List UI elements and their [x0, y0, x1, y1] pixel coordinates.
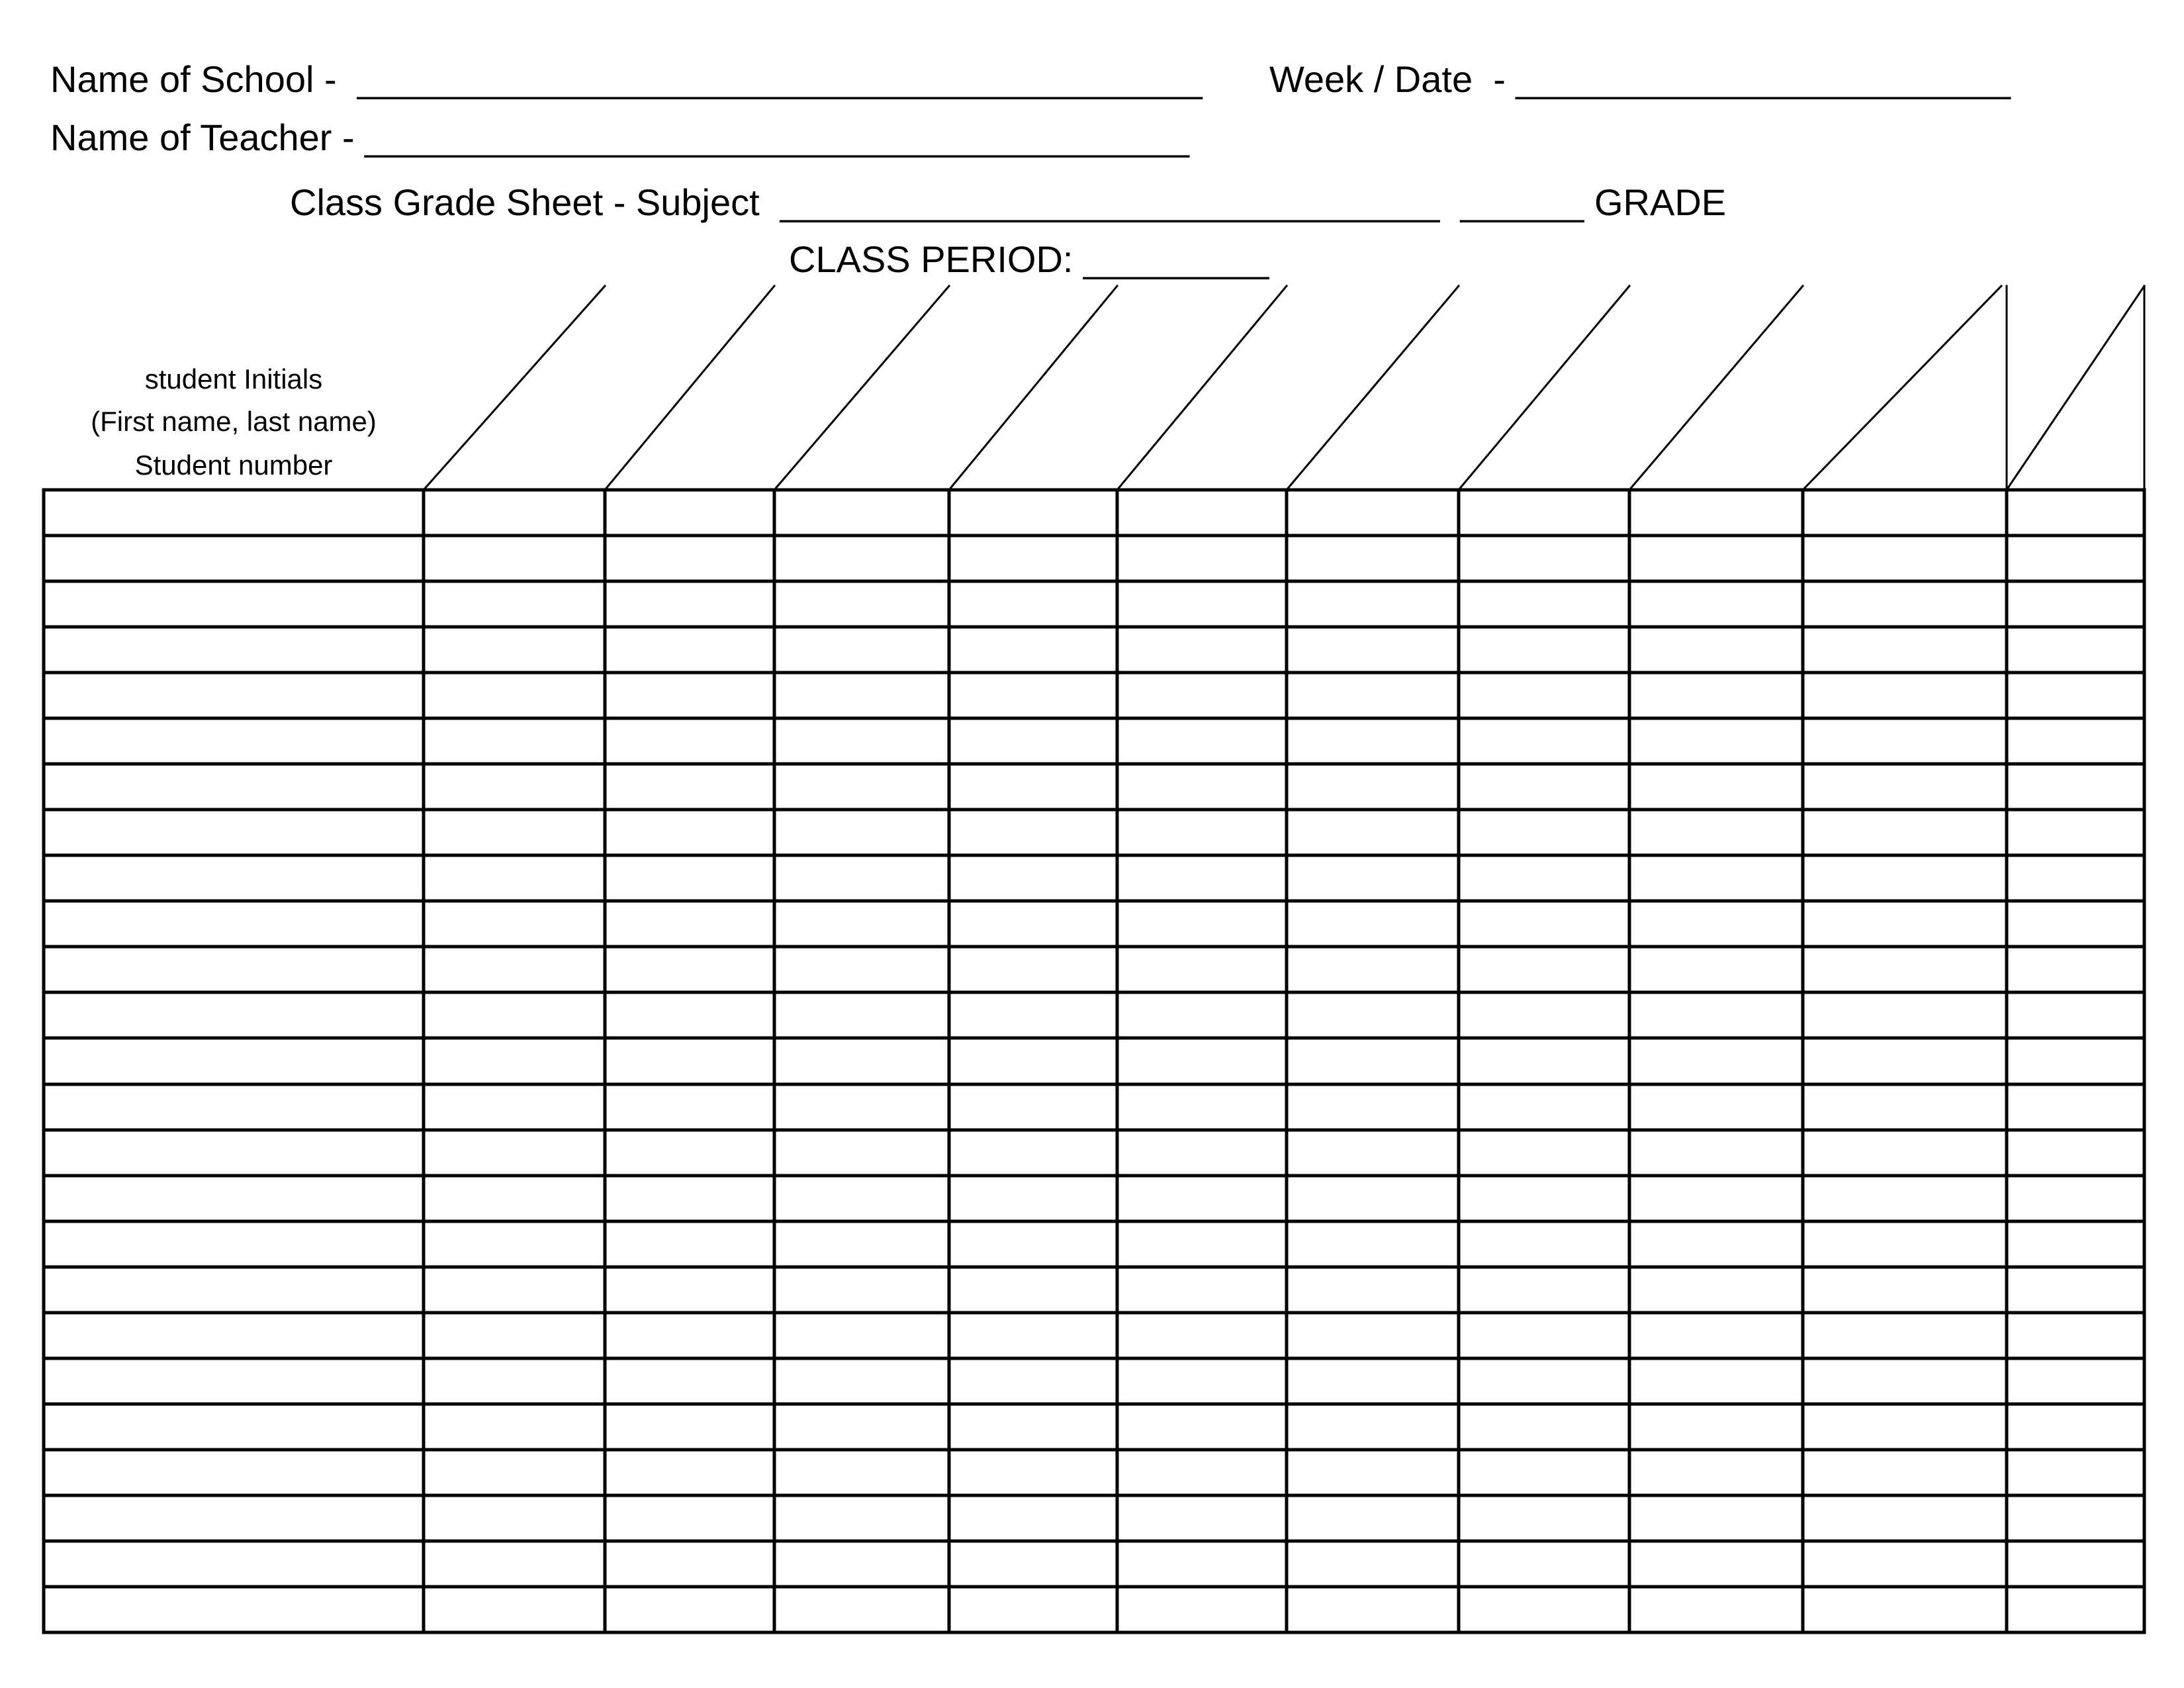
grade-cell[interactable] [1631, 1040, 1801, 1082]
student-cell[interactable] [46, 538, 422, 579]
grade-cell[interactable] [607, 629, 772, 671]
grade-cell[interactable] [1289, 1589, 1457, 1630]
grade-cell[interactable] [1119, 1315, 1285, 1356]
student-cell[interactable] [46, 1132, 422, 1174]
grade-cell[interactable] [951, 1315, 1115, 1356]
student-cell[interactable] [46, 1223, 422, 1265]
grade-cell[interactable] [1289, 903, 1457, 945]
grade-cell[interactable] [1461, 1178, 1627, 1219]
grade-cell[interactable] [1805, 1360, 2005, 1402]
grade-cell[interactable] [2009, 1543, 2142, 1585]
grade-cell[interactable] [1289, 949, 1457, 990]
grade-cell[interactable] [426, 1497, 603, 1539]
grade-cell[interactable] [776, 1315, 947, 1356]
grade-cell[interactable] [1289, 492, 1457, 534]
grade-cell[interactable] [1805, 1269, 2005, 1311]
grade-cell[interactable] [776, 629, 947, 671]
teacher-name-field[interactable]: Name of Teacher - ________________________________________ [50, 117, 1189, 158]
grade-cell[interactable] [607, 1497, 772, 1539]
student-column-header-line: (First name, last name) [91, 406, 377, 437]
grade-cell[interactable] [951, 492, 1115, 534]
student-cell[interactable] [46, 629, 422, 671]
grade-cell[interactable] [951, 1360, 1115, 1402]
grade-cell[interactable] [2009, 720, 2142, 762]
grade-cell[interactable] [607, 812, 772, 853]
grade-cell[interactable] [1631, 1223, 1801, 1265]
grade-cell[interactable] [1805, 675, 2005, 716]
grade-cell[interactable] [2009, 1589, 2142, 1630]
grade-cell[interactable] [776, 1360, 947, 1402]
grade-cell[interactable] [776, 583, 947, 625]
grade-cell[interactable] [426, 949, 603, 990]
grade-cell[interactable] [1805, 1223, 2005, 1265]
grade-cell[interactable] [1805, 1497, 2005, 1539]
grade-cell[interactable] [1631, 538, 1801, 579]
grade-cell[interactable] [1631, 1589, 1801, 1630]
grade-cell[interactable] [1461, 857, 1627, 899]
grade-cell[interactable] [1631, 994, 1801, 1036]
grade-cell[interactable] [1631, 857, 1801, 899]
grade-cell[interactable] [426, 1132, 603, 1174]
student-cell[interactable] [46, 720, 422, 762]
student-cell[interactable] [46, 903, 422, 945]
grade-cell[interactable] [1289, 1086, 1457, 1128]
grade-cell[interactable] [1119, 1589, 1285, 1630]
student-cell[interactable] [46, 492, 422, 534]
grade-cell[interactable] [607, 1178, 772, 1219]
grade-cell[interactable] [1119, 1360, 1285, 1402]
grade-cell[interactable] [607, 766, 772, 808]
student-cell[interactable] [46, 1497, 422, 1539]
grade-cell[interactable] [1631, 1452, 1801, 1493]
grade-cell[interactable] [426, 1360, 603, 1402]
grade-cell[interactable] [1805, 583, 2005, 625]
grade-cell[interactable] [776, 857, 947, 899]
grade-cell[interactable] [1461, 492, 1627, 534]
grade-cell[interactable] [1119, 1086, 1285, 1128]
grade-cell[interactable] [1631, 675, 1801, 716]
grade-cell[interactable] [951, 903, 1115, 945]
grade-cell[interactable] [607, 1589, 772, 1630]
grade-cell[interactable] [1805, 1086, 2005, 1128]
grade-cell[interactable] [1631, 1406, 1801, 1448]
grade-cell[interactable] [426, 1589, 603, 1630]
student-cell[interactable] [46, 1178, 422, 1219]
grade-cell[interactable] [776, 1589, 947, 1630]
student-cell[interactable] [46, 1040, 422, 1082]
grade-cell[interactable] [1289, 1178, 1457, 1219]
grade-cell[interactable] [1119, 903, 1285, 945]
grade-cell[interactable] [1289, 1452, 1457, 1493]
grade-cell[interactable] [426, 583, 603, 625]
column-header-slant-line [1803, 286, 2001, 490]
grade-cell[interactable] [776, 1406, 947, 1448]
grade-cell[interactable] [607, 1223, 772, 1265]
column-header-slant-line [774, 286, 949, 490]
grade-cell[interactable] [1805, 720, 2005, 762]
grade-cell[interactable] [426, 1040, 603, 1082]
grade-cell[interactable] [426, 720, 603, 762]
grade-cell[interactable] [2009, 1360, 2142, 1402]
student-cell[interactable] [46, 812, 422, 853]
grade-cell[interactable] [607, 1086, 772, 1128]
student-cell[interactable] [46, 1589, 422, 1630]
grade-cell[interactable] [1119, 1452, 1285, 1493]
grade-cell[interactable] [1631, 1543, 1801, 1585]
grade-cell[interactable] [2009, 538, 2142, 579]
grade-cell[interactable] [951, 675, 1115, 716]
grade-cell[interactable] [776, 1497, 947, 1539]
grade-cell[interactable] [1289, 857, 1457, 899]
grade-cell[interactable] [1631, 583, 1801, 625]
grade-cell[interactable] [1461, 1132, 1627, 1174]
grade-cell[interactable] [607, 1360, 772, 1402]
grade-cell[interactable] [1631, 1497, 1801, 1539]
grade-cell[interactable] [426, 857, 603, 899]
column-header-slant-line [1117, 286, 1287, 490]
grade-cell[interactable] [1461, 1360, 1627, 1402]
grade-cell[interactable] [607, 903, 772, 945]
student-cell[interactable] [46, 675, 422, 716]
grade-cell[interactable] [426, 675, 603, 716]
grade-cell[interactable] [607, 1315, 772, 1356]
grade-cell[interactable] [776, 1543, 947, 1585]
student-cell[interactable] [46, 766, 422, 808]
grade-cell[interactable] [426, 766, 603, 808]
grade-cell[interactable] [1119, 1178, 1285, 1219]
grade-cell[interactable] [776, 812, 947, 853]
grade-cell[interactable] [776, 766, 947, 808]
grade-cell[interactable] [951, 1269, 1115, 1311]
grade-cell[interactable] [607, 994, 772, 1036]
grade-cell[interactable] [1805, 1543, 2005, 1585]
grade-cell[interactable] [1119, 720, 1285, 762]
week-date-field[interactable]: Week / Date - ________________________ [1269, 58, 2011, 100]
grade-cell[interactable] [607, 720, 772, 762]
grade-cell[interactable] [776, 1269, 947, 1311]
grade-cell[interactable] [1289, 720, 1457, 762]
student-cell[interactable] [46, 1406, 422, 1448]
grade-cell[interactable] [776, 1132, 947, 1174]
grade-cell[interactable] [951, 1543, 1115, 1585]
grade-cell[interactable] [951, 1452, 1115, 1493]
grade-cell[interactable] [1119, 1543, 1285, 1585]
grade-cell[interactable] [951, 1223, 1115, 1265]
grade-cell[interactable] [2009, 675, 2142, 716]
grade-cell[interactable] [1461, 583, 1627, 625]
grade-cell[interactable] [607, 949, 772, 990]
grade-cell[interactable] [1805, 538, 2005, 579]
student-cell[interactable] [46, 857, 422, 899]
grade-cell[interactable] [951, 629, 1115, 671]
grade-cell[interactable] [1289, 1269, 1457, 1311]
grade-cell[interactable] [2009, 1178, 2142, 1219]
grade-cell[interactable] [1631, 903, 1801, 945]
grade-cell[interactable] [426, 1178, 603, 1219]
grade-cell[interactable] [951, 857, 1115, 899]
grade-cell[interactable] [1805, 629, 2005, 671]
grade-cell[interactable] [1289, 1406, 1457, 1448]
grade-cell[interactable] [1631, 812, 1801, 853]
grade-cell[interactable] [776, 538, 947, 579]
grade-cell[interactable] [1119, 675, 1285, 716]
grade-cell[interactable] [776, 949, 947, 990]
grade-cell[interactable] [1119, 1132, 1285, 1174]
grade-cell[interactable] [1119, 583, 1285, 625]
grade-cell[interactable] [951, 1178, 1115, 1219]
grade-cell[interactable] [1805, 1315, 2005, 1356]
grade-cell[interactable] [1461, 720, 1627, 762]
grade-cell[interactable] [2009, 903, 2142, 945]
grade-cell[interactable] [1289, 1132, 1457, 1174]
student-column-header-line: student Initials [144, 363, 323, 395]
grade-cell[interactable] [1631, 1086, 1801, 1128]
grade-cell[interactable] [1805, 1406, 2005, 1448]
grade-cell[interactable] [2009, 1452, 2142, 1493]
grade-cell[interactable] [1461, 766, 1627, 808]
grade-cell[interactable] [1119, 492, 1285, 534]
grade-cell[interactable] [951, 1132, 1115, 1174]
grade-cell[interactable] [951, 949, 1115, 990]
grade-cell[interactable] [951, 766, 1115, 808]
grade-cell[interactable] [776, 1223, 947, 1265]
grade-cell[interactable] [426, 1406, 603, 1448]
grade-cell[interactable] [607, 538, 772, 579]
grade-cell[interactable] [1461, 812, 1627, 853]
student-cell[interactable] [46, 1086, 422, 1128]
grade-cell[interactable] [2009, 1497, 2142, 1539]
grade-cell[interactable] [426, 538, 603, 579]
student-cell[interactable] [46, 949, 422, 990]
grade-cell[interactable] [1119, 766, 1285, 808]
student-cell[interactable] [46, 1360, 422, 1402]
subject-grade-field[interactable]: Class Grade Sheet - Subject ________________________________ ______ GRADE [290, 181, 1727, 223]
grade-cell[interactable] [1805, 1589, 2005, 1630]
grade-cell[interactable] [1289, 1040, 1457, 1082]
grade-cell[interactable] [2009, 857, 2142, 899]
grade-cell[interactable] [1289, 1223, 1457, 1265]
grade-cell[interactable] [1119, 857, 1285, 899]
grade-cell[interactable] [776, 1178, 947, 1219]
grade-cell[interactable] [1461, 1315, 1627, 1356]
grade-cell[interactable] [607, 1269, 772, 1311]
grade-cell[interactable] [951, 812, 1115, 853]
grade-cell[interactable] [1461, 1269, 1627, 1311]
grade-cell[interactable] [2009, 1040, 2142, 1082]
grade-cell[interactable] [776, 720, 947, 762]
grade-cell[interactable] [1805, 949, 2005, 990]
grade-cell[interactable] [1119, 1497, 1285, 1539]
grade-cell[interactable] [607, 1452, 772, 1493]
grade-cell[interactable] [1119, 812, 1285, 853]
student-cell[interactable] [46, 1269, 422, 1311]
student-cell[interactable] [46, 583, 422, 625]
grade-cell[interactable] [1631, 720, 1801, 762]
grade-cell[interactable] [1805, 1452, 2005, 1493]
grade-cell[interactable] [2009, 994, 2142, 1036]
grade-cell[interactable] [1119, 994, 1285, 1036]
grade-cell[interactable] [426, 1452, 603, 1493]
grade-cell[interactable] [426, 812, 603, 853]
grade-cell[interactable] [1461, 994, 1627, 1036]
grade-cell[interactable] [1461, 1543, 1627, 1585]
grade-cell[interactable] [607, 857, 772, 899]
grade-cell[interactable] [1461, 1452, 1627, 1493]
grade-cell[interactable] [2009, 1223, 2142, 1265]
grade-cell[interactable] [1805, 1178, 2005, 1219]
column-header-slant-line [424, 286, 605, 490]
grade-cell[interactable] [1289, 1360, 1457, 1402]
student-cell[interactable] [46, 1315, 422, 1356]
grade-cell[interactable] [1119, 1406, 1285, 1448]
grade-cell[interactable] [607, 1543, 772, 1585]
student-cell[interactable] [46, 1543, 422, 1585]
grade-cell[interactable] [1805, 1040, 2005, 1082]
grade-cell[interactable] [607, 1132, 772, 1174]
grade-cell[interactable] [1119, 949, 1285, 990]
grade-cell[interactable] [2009, 1086, 2142, 1128]
grade-cell[interactable] [1805, 766, 2005, 808]
column-header-slant-line [605, 286, 774, 490]
grade-cell[interactable] [951, 1589, 1115, 1630]
grade-cell[interactable] [1119, 629, 1285, 671]
grade-cell[interactable] [1805, 1132, 2005, 1174]
grade-cell[interactable] [1119, 1040, 1285, 1082]
grade-cell[interactable] [426, 1543, 603, 1585]
grade-cell[interactable] [426, 1269, 603, 1311]
grade-cell[interactable] [776, 1040, 947, 1082]
grade-cell[interactable] [1461, 629, 1627, 671]
grade-cell[interactable] [2009, 1315, 2142, 1356]
grade-cell[interactable] [951, 583, 1115, 625]
grade-cell[interactable] [1461, 1040, 1627, 1082]
grade-cell[interactable] [1289, 583, 1457, 625]
grade-cell[interactable] [1461, 675, 1627, 716]
grade-cell[interactable] [1289, 538, 1457, 579]
grade-cell[interactable] [2009, 629, 2142, 671]
grade-cell[interactable] [1461, 1497, 1627, 1539]
grade-cell[interactable] [607, 583, 772, 625]
grade-cell[interactable] [1631, 1269, 1801, 1311]
grade-cell[interactable] [776, 1452, 947, 1493]
grade-cell[interactable] [1119, 1223, 1285, 1265]
grade-cell[interactable] [1119, 1269, 1285, 1311]
grade-cell[interactable] [2009, 766, 2142, 808]
grade-cell[interactable] [776, 994, 947, 1036]
grade-cell[interactable] [1631, 1178, 1801, 1219]
grade-cell[interactable] [1461, 949, 1627, 990]
student-cell[interactable] [46, 1452, 422, 1493]
grade-cell[interactable] [1631, 629, 1801, 671]
grade-cell[interactable] [1631, 1360, 1801, 1402]
grade-cell[interactable] [951, 1040, 1115, 1082]
grade-cell[interactable] [607, 1406, 772, 1448]
student-cell[interactable] [46, 994, 422, 1036]
grade-cell[interactable] [2009, 812, 2142, 853]
grade-cell[interactable] [426, 903, 603, 945]
grade-cell[interactable] [1289, 812, 1457, 853]
grade-cell[interactable] [776, 675, 947, 716]
grade-cell[interactable] [2009, 492, 2142, 534]
grade-cell[interactable] [1289, 766, 1457, 808]
grade-cell[interactable] [951, 538, 1115, 579]
grade-cell[interactable] [426, 1315, 603, 1356]
grade-cell[interactable] [776, 1086, 947, 1128]
grade-cell[interactable] [776, 492, 947, 534]
grade-cell[interactable] [1631, 1132, 1801, 1174]
student-column-header-line: Student number [134, 449, 333, 481]
grade-cell[interactable] [1289, 1497, 1457, 1539]
grade-cell[interactable] [1461, 1223, 1627, 1265]
grade-cell[interactable] [1289, 994, 1457, 1036]
grade-cell[interactable] [1119, 538, 1285, 579]
grade-cell[interactable] [951, 1406, 1115, 1448]
column-header-slant-line [1459, 286, 1629, 490]
grade-cell[interactable] [1631, 492, 1801, 534]
column-header-slant-line [1287, 286, 1459, 490]
grade-cell[interactable] [2009, 1269, 2142, 1311]
grade-cell[interactable] [1805, 903, 2005, 945]
grade-cell[interactable] [426, 629, 603, 671]
grade-cell[interactable] [1631, 766, 1801, 808]
grade-cell[interactable] [2009, 949, 2142, 990]
grade-cell[interactable] [426, 994, 603, 1036]
grade-cell[interactable] [1805, 857, 2005, 899]
grade-cell[interactable] [1289, 1315, 1457, 1356]
grade-cell[interactable] [426, 1223, 603, 1265]
grade-cell[interactable] [1461, 1589, 1627, 1630]
grade-cell[interactable] [951, 994, 1115, 1036]
school-name-field[interactable]: Name of School - _________________________________________ [50, 58, 1203, 100]
grade-cell[interactable] [607, 1040, 772, 1082]
grade-cell[interactable] [426, 1086, 603, 1128]
grade-cell[interactable] [951, 1086, 1115, 1128]
column-header-slant-line [1629, 286, 1803, 490]
grade-cell[interactable] [2009, 583, 2142, 625]
grade-cell[interactable] [1631, 949, 1801, 990]
grade-cell[interactable] [1631, 1315, 1801, 1356]
grade-cell[interactable] [426, 492, 603, 534]
grade-cell[interactable] [607, 492, 772, 534]
grade-cell[interactable] [1805, 994, 2005, 1036]
grade-cell[interactable] [2009, 1132, 2142, 1174]
grade-cell[interactable] [776, 903, 947, 945]
grade-cell[interactable] [1289, 1543, 1457, 1585]
grade-cell[interactable] [1461, 1086, 1627, 1128]
grade-cell[interactable] [1461, 1406, 1627, 1448]
class-period-field[interactable]: CLASS PERIOD: _________ [789, 238, 1269, 280]
column-header-slant-line [2007, 286, 2144, 490]
grade-cell[interactable] [1805, 812, 2005, 853]
column-header-slant-line [949, 286, 1117, 490]
grade-cell[interactable] [951, 720, 1115, 762]
grade-cell[interactable] [1461, 538, 1627, 579]
grade-cell[interactable] [1289, 675, 1457, 716]
grade-cell[interactable] [2009, 1406, 2142, 1448]
grade-cell[interactable] [1805, 492, 2005, 534]
grade-cell[interactable] [1289, 629, 1457, 671]
grade-cell[interactable] [951, 1497, 1115, 1539]
grade-cell[interactable] [607, 675, 772, 716]
grade-cell[interactable] [1461, 903, 1627, 945]
